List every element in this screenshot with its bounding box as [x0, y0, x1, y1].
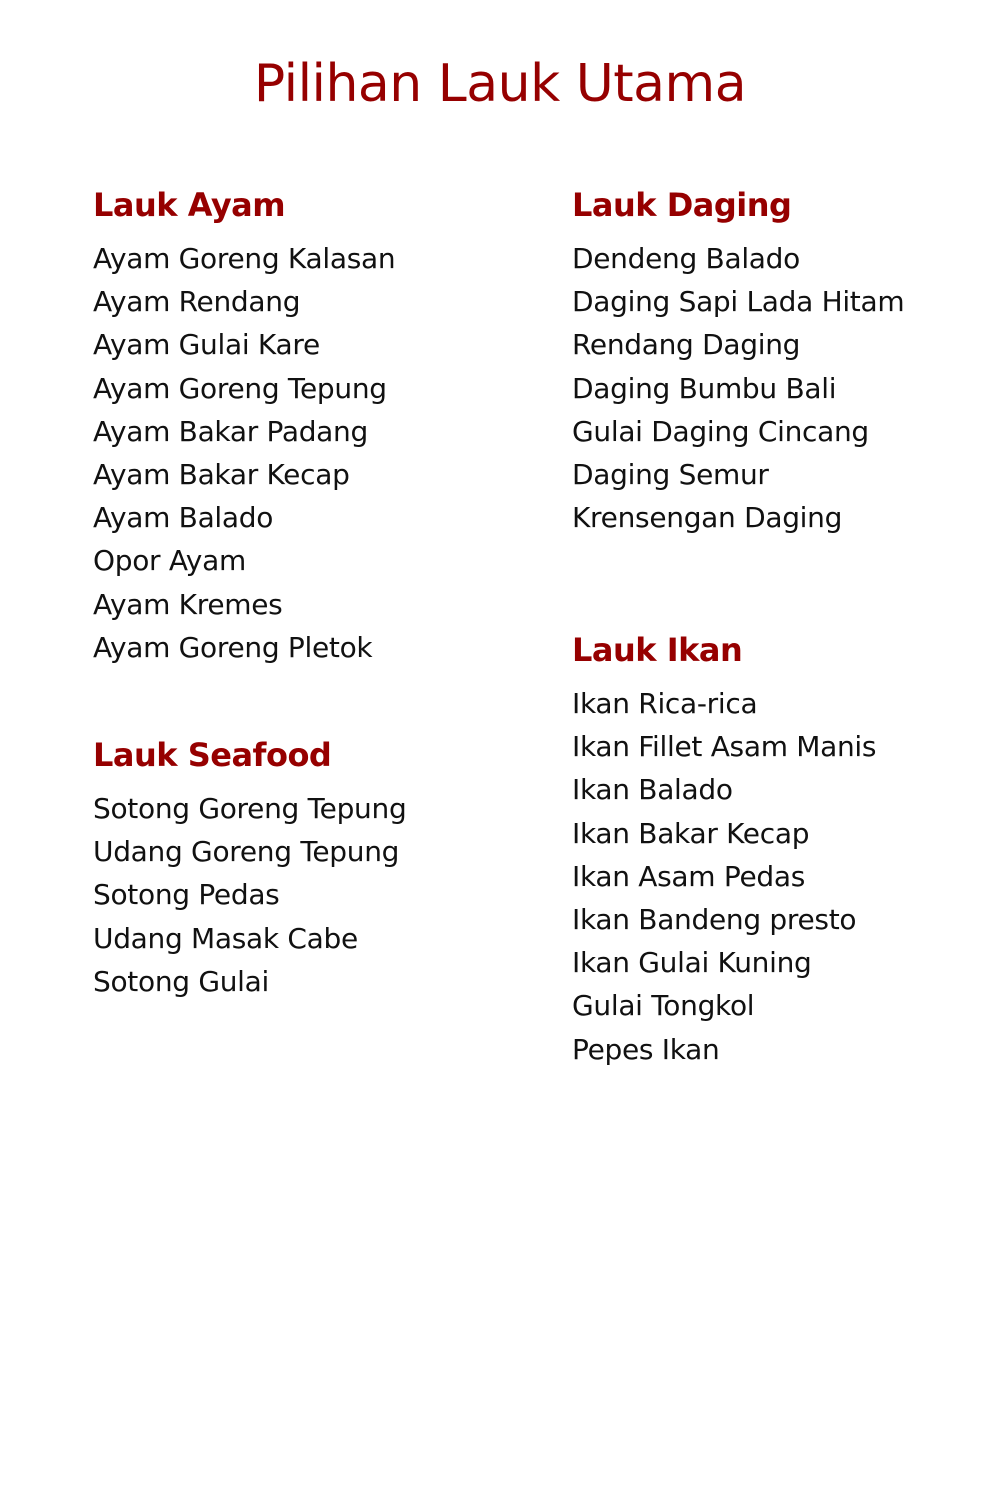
menu-list-seafood	[93, 787, 406, 1003]
menu-list-ikan	[572, 682, 876, 1071]
menu-item-ikan: Ikan Asam Pedas	[572, 859, 805, 893]
menu-item-ikan: Ikan Fillet Asam Manis	[572, 730, 877, 764]
menu-item-ikan: Ikan Bandeng presto	[572, 903, 857, 937]
menu-item-ayam: Ayam Bakar Kecap	[93, 458, 350, 492]
section-heading-ayam: Lauk Ayam	[93, 186, 286, 224]
page-title: Pilihan Lauk Utama	[253, 54, 747, 114]
menu-item-daging: Daging Semur	[572, 458, 769, 492]
menu-item-seafood: Sotong Pedas	[93, 878, 280, 912]
menu-item-seafood: Udang Masak Cabe	[93, 921, 358, 955]
menu-item-ikan: Ikan Gulai Kuning	[572, 946, 812, 980]
menu-item-ikan: Ikan Rica-rica	[572, 687, 758, 720]
section-lauk-ayam	[93, 185, 395, 669]
menu-item-ikan: Ikan Bakar Kecap	[572, 816, 810, 850]
menu-item-ayam: Ayam Kremes	[93, 587, 283, 621]
menu-item-ayam: Ayam Bakar Padang	[93, 414, 368, 448]
menu-item-daging: Dendeng Balado	[572, 242, 800, 275]
menu-item-seafood: Udang Goreng Tepung	[93, 835, 400, 869]
section-lauk-ikan	[572, 630, 876, 1071]
menu-item-ayam: Ayam Goreng Pletok	[93, 630, 373, 664]
section-lauk-daging	[572, 185, 904, 539]
menu-item-ayam: Opor Ayam	[93, 544, 246, 578]
menu-item-ayam: Ayam Goreng Tepung	[93, 371, 387, 405]
menu-item-daging: Rendang Daging	[572, 328, 801, 362]
menu-item-ayam: Ayam Gulai Kare	[93, 328, 320, 362]
menu-item-ayam: Ayam Balado	[93, 501, 274, 535]
menu-item-ikan: Pepes Ikan	[572, 1032, 720, 1066]
menu-item-daging: Daging Bumbu Bali	[572, 371, 837, 405]
menu-item-daging: Gulai Daging Cincang	[572, 414, 869, 448]
section-lauk-seafood	[93, 735, 406, 1003]
section-heading-ikan: Lauk Ikan	[572, 631, 743, 669]
menu-item-ikan: Ikan Balado	[572, 773, 733, 807]
menu-item-daging: Krensengan Daging	[572, 501, 843, 535]
menu-item-seafood: Sotong Goreng Tepung	[93, 792, 407, 825]
section-heading-seafood: Lauk Seafood	[93, 736, 332, 774]
menu-list-ayam	[93, 237, 395, 669]
section-heading-daging: Lauk Daging	[572, 186, 792, 224]
menu-item-seafood: Sotong Gulai	[93, 964, 269, 998]
menu-item-ayam: Ayam Rendang	[93, 285, 301, 319]
menu-item-daging: Daging Sapi Lada Hitam	[572, 285, 905, 319]
menu-item-ikan: Gulai Tongkol	[572, 989, 755, 1023]
menu-item-ayam: Ayam Goreng Kalasan	[93, 242, 396, 275]
menu-list-daging	[572, 237, 904, 539]
